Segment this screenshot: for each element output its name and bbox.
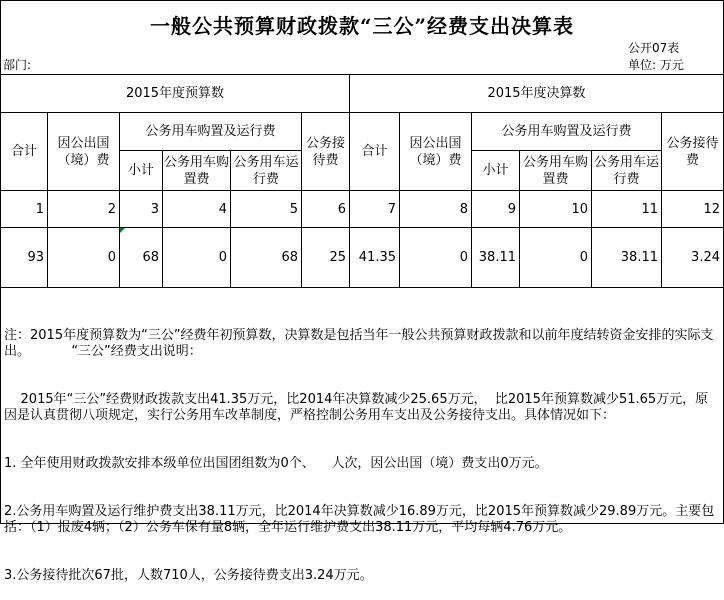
notes-section — [4, 296, 720, 600]
index-row — [1, 191, 724, 228]
final-operation-header: 公务用车运行费 — [592, 151, 662, 191]
final-vehicle-header: 公务用车购置及运行费 — [472, 113, 662, 151]
index-cell: 6 — [302, 191, 350, 228]
value-cell: 0 — [520, 228, 592, 288]
value-cell: 38.11 — [592, 228, 662, 288]
final-abroad-header: 因公出国（境）费 — [400, 113, 472, 191]
value-cell: 93 — [1, 228, 48, 288]
final-group-header: 2015年度决算数 — [350, 75, 724, 113]
final-subtotal-header: 小计 — [472, 151, 520, 191]
budget-operation-header: 公务用车运行费 — [231, 151, 302, 191]
index-cell: 11 — [592, 191, 662, 228]
value-row — [1, 228, 724, 288]
index-cell: 9 — [472, 191, 520, 228]
value-cell: 41.35 — [350, 228, 400, 288]
index-cell: 8 — [400, 191, 472, 228]
budget-subtotal-header: 小计 — [120, 151, 163, 191]
value-cell: 68 — [231, 228, 302, 288]
expenditure-table — [0, 74, 724, 288]
budget-group-header: 2015年度预算数 — [1, 75, 350, 113]
form-number: 公开07表 — [628, 41, 680, 55]
value-cell: 3.24 — [662, 228, 724, 288]
index-cell: 5 — [231, 191, 302, 228]
value-cell: 0 — [48, 228, 120, 288]
final-purchase-header: 公务用车购置费 — [520, 151, 592, 191]
value-cell: 68 — [120, 228, 163, 288]
final-total-header: 合计 — [350, 113, 400, 191]
note-paragraph: 3.公务接待批次67批，人数710人，公务接待费支出3.24万元。 — [4, 568, 373, 583]
index-cell: 4 — [163, 191, 231, 228]
final-reception-header: 公务接待费 — [662, 113, 724, 191]
value-cell: 38.11 — [472, 228, 520, 288]
note-paragraph: 注：2015年度预算数为“三公”经费年初预算数，决算数是包括当年一般公共预算财政拨款和以前年度结转资金安排的实际支出。 “三公”经费支出说明： — [4, 328, 714, 359]
note-paragraph: 2015年“三公”经费财政拨款支出41.35万元，比2014年决算数减少25.65万元， 比2015年预算数减少51.65万元，原因是认真贯彻八项规定，实行公务用车改革制度，严格控制公务用车支出及公务接待支出。具体情况如下： — [4, 392, 709, 423]
index-cell: 12 — [662, 191, 724, 228]
index-cell: 7 — [350, 191, 400, 228]
unit-label: 单位: 万元 — [628, 58, 684, 72]
budget-total-header: 合计 — [1, 113, 48, 191]
budget-purchase-header: 公务用车购置费 — [163, 151, 231, 191]
budget-abroad-header: 因公出国（境）费 — [48, 113, 120, 191]
page-title: 一般公共预算财政拨款“三公”经费支出决算表 — [149, 14, 574, 38]
index-cell: 1 — [1, 191, 48, 228]
value-cell: 25 — [302, 228, 350, 288]
budget-vehicle-header: 公务用车购置及运行费 — [120, 113, 302, 151]
note-paragraph: 2.公务用车购置及运行维护费支出38.11万元，比2014年决算数减少16.89万元，比2015年预算数减少29.89万元。主要包括：（1）报废4辆；（2）公务车保有量8辆，全年运行维护费支出38.11万元，平均每辆4.76万元。 — [4, 504, 715, 535]
budget-reception-header: 公务接待费 — [302, 113, 350, 191]
note-paragraph: 1. 全年使用财政拨款安排本级单位出国团组数为0个、 人次，因公出国（境）费支出0万元。 — [4, 456, 548, 471]
value-cell: 0 — [163, 228, 231, 288]
value-cell: 0 — [400, 228, 472, 288]
department-label: 部门: — [3, 58, 32, 72]
index-cell: 10 — [520, 191, 592, 228]
index-cell: 3 — [120, 191, 163, 228]
index-cell: 2 — [48, 191, 120, 228]
